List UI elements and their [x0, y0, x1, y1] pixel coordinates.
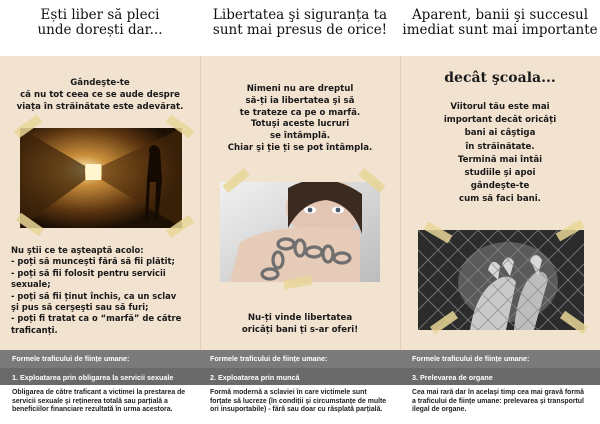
- fence-hands-photo: [418, 230, 584, 330]
- footer-desc-2: [210, 389, 395, 415]
- panel2-intro: [205, 84, 395, 155]
- list-item: traficanți.: [11, 324, 58, 335]
- text-line: studiile şi apoi: [464, 168, 536, 179]
- text-line: Nu-ți vinde libertatea: [247, 313, 353, 323]
- list-item: - poți fi tratat ca o “marfă” de către: [11, 313, 182, 324]
- text-line: se întâmplă.: [269, 131, 331, 142]
- tunnel-image: [20, 128, 182, 228]
- text-line: gândeşte-te: [470, 181, 530, 192]
- list-item: - poți să fii folosit pentru servicii: [11, 267, 166, 278]
- text-line: Chiar şi ție ți se pot întâmpla.: [227, 142, 373, 153]
- panel1-intro: [5, 78, 195, 113]
- footer-title-2: Formele traficului de ființe umane:: [210, 354, 328, 363]
- text-line: că nu tot ceea ce se aude despre: [20, 89, 180, 100]
- panel-divider: [400, 56, 401, 350]
- text-line: oricâți bani ți s-ar oferi!: [241, 324, 359, 335]
- chained-hands-image: [220, 182, 380, 282]
- footer-label-1: 1. Exploatarea prin obligarea la servicii sexuale: [12, 373, 174, 382]
- text-line: Nimeni nu are dreptul: [246, 84, 354, 94]
- text-line: bani ai câştiga: [464, 128, 536, 139]
- desc-line: Formă modernă a sclaviei în care victimele sunt: [210, 389, 367, 396]
- chained-hands-photo: [220, 182, 380, 282]
- desc-line: forțate să lucreze (în condiții şi circumstanțe de multe: [210, 397, 387, 405]
- header-col-2: [200, 8, 400, 38]
- text-line: Termină mai întâi: [457, 154, 543, 165]
- desc-line: servicii sexuale şi reținerea totală sau parțială a: [12, 397, 168, 405]
- footer-desc-3: [412, 389, 596, 415]
- text-line: important decât oricâți: [443, 115, 557, 126]
- header-line: sunt mai presus de orice!: [212, 22, 388, 38]
- header-line: imediat sunt mai importante: [402, 22, 598, 38]
- text-line: să-ți ia libertatea şi să: [245, 95, 355, 106]
- list-question: Nu ştii ce te aşteaptă acolo:: [11, 245, 144, 255]
- footer-title-3: Formele traficului de ființe umane:: [412, 354, 530, 363]
- panel-divider: [200, 56, 201, 350]
- desc-line: beneficiilor financiare rezultatǎ în urma acestora.: [12, 406, 173, 414]
- text-line: Totuşi aceste lucruri: [250, 119, 350, 130]
- list-item: sexuale;: [11, 279, 51, 290]
- header-col-1: [0, 8, 200, 38]
- header-line: Libertatea şi siguranța ta: [212, 7, 388, 23]
- header-col-3: [400, 8, 600, 38]
- desc-line: ori insuportabile) - fără sau doar cu răsplată parțială.: [210, 406, 383, 414]
- desc-line: ilegal de organe.: [412, 406, 467, 414]
- list-item: - poți să fii ținut închis, ca un sclav: [11, 290, 177, 301]
- footer-label-2: 2. Exploatarea prin muncă: [210, 373, 300, 382]
- footer-desc-1: [12, 389, 194, 415]
- text-line: în străinătate.: [465, 141, 535, 152]
- header-line: Ești liber să pleci: [40, 7, 160, 23]
- desc-line: a traficului de ființe umane: prelevarea şi transportul: [412, 397, 584, 405]
- panel2-closing: [205, 313, 395, 337]
- list-item: - poți să munceşti fără să fii plătit;: [11, 256, 175, 267]
- text-line: Viitorul tău este mai: [450, 102, 550, 112]
- list-item: şi pus să cerşeşti sau să furi;: [11, 302, 149, 313]
- footer-title-1: Formele traficului de ființe umane:: [12, 354, 130, 363]
- header-line: unde dorești dar...: [37, 22, 163, 38]
- header-line: Aparent, banii şi succesul: [411, 7, 589, 23]
- text-line: Gândeşte-te: [70, 78, 130, 88]
- panel3-body: [405, 101, 595, 207]
- panel1-list: [11, 245, 196, 336]
- panel3-heading: decât şcoala...: [444, 70, 556, 86]
- text-line: cum să faci bani.: [459, 194, 541, 205]
- tunnel-photo: [20, 128, 182, 228]
- text-line: viața în străinătate este adevărat.: [16, 101, 184, 112]
- desc-line: Cea mai rară dar în acelaşi timp cea mai gravă formă: [412, 389, 584, 396]
- fence-hands-image: [418, 230, 584, 330]
- footer-label-3: 3. Prelevarea de organe: [412, 373, 493, 382]
- text-line: te trateze ca pe o marfă.: [239, 107, 361, 118]
- desc-line: Obligarea de către traficant a victimei la prestarea de: [12, 389, 186, 396]
